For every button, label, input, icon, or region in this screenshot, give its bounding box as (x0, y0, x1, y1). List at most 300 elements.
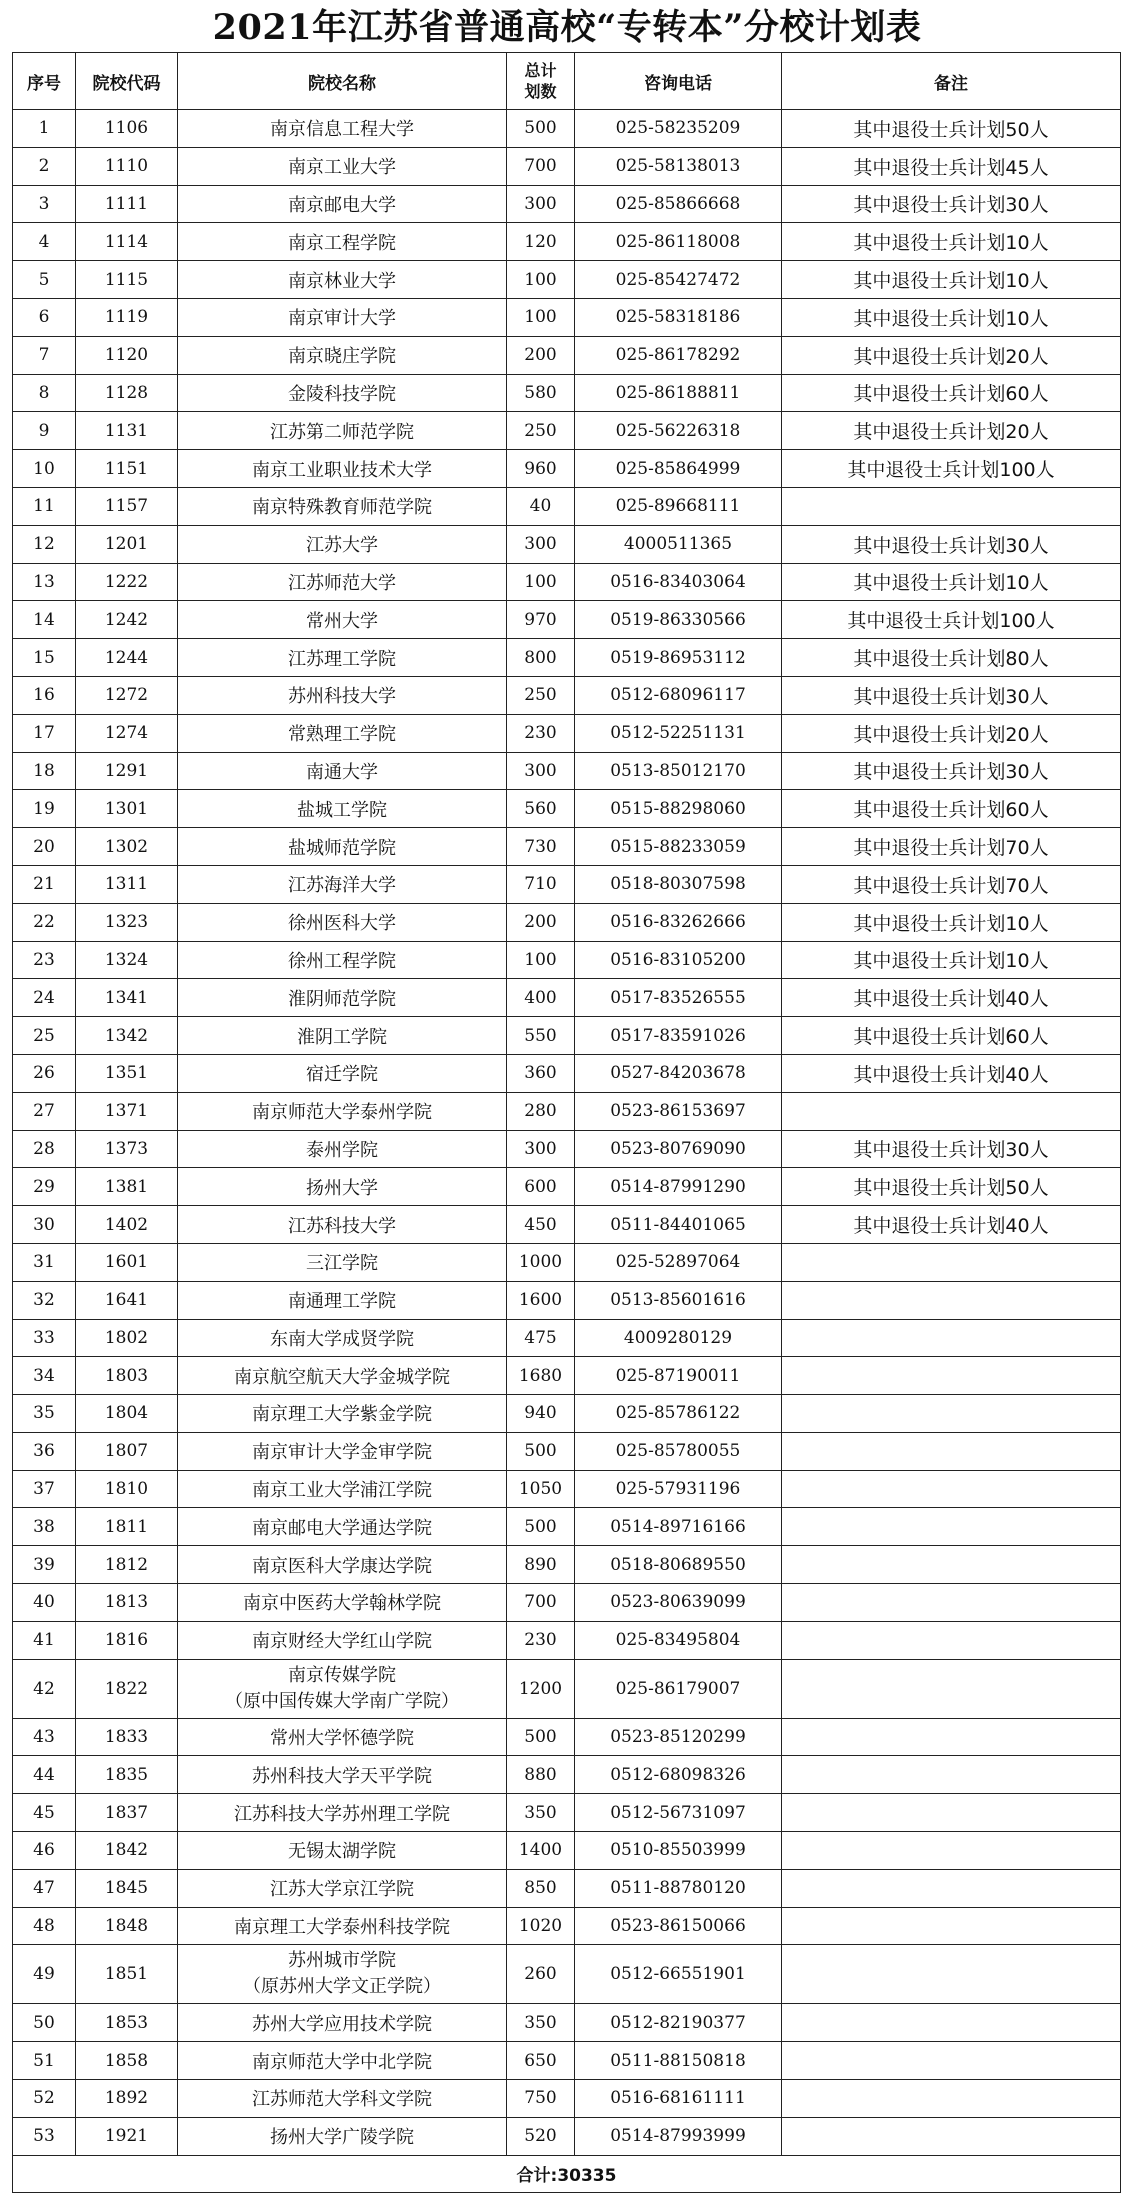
page-title: 2021年江苏省普通高校“专转本”分校计划表 (212, 7, 922, 48)
name-line2: （原中国传媒大学南广学院） (225, 1690, 459, 1712)
code-cell: 1301 (76, 790, 178, 828)
note-cell (782, 1281, 1121, 1319)
phone-cell: 025-89668111 (575, 487, 782, 525)
plan-cell: 200 (507, 903, 575, 941)
phone-cell: 025-86188811 (575, 374, 782, 412)
name-cell: 江苏师范大学 (178, 563, 507, 601)
seq-cell: 2 (13, 147, 76, 185)
plan-cell: 500 (507, 110, 575, 148)
code-cell: 1244 (76, 639, 178, 677)
phone-cell: 0515-88233059 (575, 828, 782, 866)
seq-cell: 11 (13, 487, 76, 525)
table-row (13, 1659, 1121, 1718)
phone-cell: 025-56226318 (575, 412, 782, 450)
phone-cell: 0518-80307598 (575, 865, 782, 903)
note-cell: 其中退役士兵计划20人 (782, 412, 1121, 450)
phone-cell: 0513-85601616 (575, 1281, 782, 1319)
phone-cell: 025-85427472 (575, 261, 782, 299)
name-cell: 南京理工大学泰州科技学院 (178, 1907, 507, 1945)
code-cell: 1921 (76, 2117, 178, 2155)
seq-cell: 29 (13, 1168, 76, 1206)
plan-cell: 800 (507, 639, 575, 677)
header-name: 院校名称 (178, 53, 507, 110)
header-code: 院校代码 (76, 53, 178, 110)
table-row (13, 752, 1121, 790)
table-row (13, 790, 1121, 828)
phone-cell: 0515-88298060 (575, 790, 782, 828)
seq-cell: 19 (13, 790, 76, 828)
plan-cell: 100 (507, 298, 575, 336)
code-cell: 1601 (76, 1243, 178, 1281)
note-cell: 其中退役士兵计划30人 (782, 1130, 1121, 1168)
table-row (13, 714, 1121, 752)
name-cell: 宿迁学院 (178, 1054, 507, 1092)
name-cell: 盐城师范学院 (178, 828, 507, 866)
table-row (13, 1869, 1121, 1907)
phone-cell: 0518-80689550 (575, 1546, 782, 1584)
phone-cell: 025-85866668 (575, 185, 782, 223)
code-cell: 1274 (76, 714, 178, 752)
name-cell: 南京工程学院 (178, 223, 507, 261)
phone-cell: 0512-68096117 (575, 676, 782, 714)
name-cell: 江苏大学京江学院 (178, 1869, 507, 1907)
plan-cell: 1680 (507, 1357, 575, 1395)
phone-cell: 0519-86330566 (575, 601, 782, 639)
name-cell: 南京中医药大学翰林学院 (178, 1584, 507, 1622)
name-cell: 南京财经大学红山学院 (178, 1621, 507, 1659)
name-cell: 南京特殊教育师范学院 (178, 487, 507, 525)
plan-cell: 850 (507, 1869, 575, 1907)
note-cell: 其中退役士兵计划100人 (782, 601, 1121, 639)
name-cell (178, 1945, 507, 2004)
header-phone: 咨询电话 (575, 53, 782, 110)
phone-cell: 0516-83105200 (575, 941, 782, 979)
plan-cell: 960 (507, 450, 575, 488)
seq-cell: 8 (13, 374, 76, 412)
seq-cell: 37 (13, 1470, 76, 1508)
table-body (13, 110, 1121, 2156)
phone-cell: 025-58235209 (575, 110, 782, 148)
code-cell: 1119 (76, 298, 178, 336)
table-row (13, 487, 1121, 525)
name-cell: 泰州学院 (178, 1130, 507, 1168)
name-cell: 南京邮电大学通达学院 (178, 1508, 507, 1546)
name-cell: 淮阴师范学院 (178, 979, 507, 1017)
table-row (13, 865, 1121, 903)
note-cell (782, 2117, 1121, 2155)
plan-cell: 550 (507, 1017, 575, 1055)
code-cell: 1804 (76, 1395, 178, 1433)
seq-cell: 49 (13, 1945, 76, 2004)
seq-cell: 39 (13, 1546, 76, 1584)
note-cell: 其中退役士兵计划10人 (782, 261, 1121, 299)
name-cell: 江苏科技大学 (178, 1206, 507, 1244)
table-row (13, 1168, 1121, 1206)
table-row (13, 1508, 1121, 1546)
seq-cell: 28 (13, 1130, 76, 1168)
table-row (13, 639, 1121, 677)
note-cell: 其中退役士兵计划80人 (782, 639, 1121, 677)
note-cell (782, 1470, 1121, 1508)
code-cell: 1802 (76, 1319, 178, 1357)
name-cell: 南京理工大学紫金学院 (178, 1395, 507, 1433)
name-cell: 徐州工程学院 (178, 941, 507, 979)
note-cell (782, 1945, 1121, 2004)
seq-cell: 51 (13, 2042, 76, 2080)
code-cell: 1128 (76, 374, 178, 412)
note-cell: 其中退役士兵计划50人 (782, 110, 1121, 148)
plan-cell: 350 (507, 2004, 575, 2042)
name-cell: 盐城工学院 (178, 790, 507, 828)
phone-cell: 0514-87993999 (575, 2117, 782, 2155)
table-row (13, 1945, 1121, 2004)
plan-cell: 475 (507, 1319, 575, 1357)
note-cell (782, 1869, 1121, 1907)
seq-cell: 48 (13, 1907, 76, 1945)
phone-cell: 0512-52251131 (575, 714, 782, 752)
note-cell: 其中退役士兵计划10人 (782, 298, 1121, 336)
phone-cell: 0511-84401065 (575, 1206, 782, 1244)
table-row (13, 1432, 1121, 1470)
plan-cell: 1020 (507, 1907, 575, 1945)
phone-cell: 0523-86153697 (575, 1092, 782, 1130)
name-cell: 无锡太湖学院 (178, 1832, 507, 1870)
name-cell: 扬州大学广陵学院 (178, 2117, 507, 2155)
seq-cell: 47 (13, 1869, 76, 1907)
table-row (13, 1470, 1121, 1508)
table-row (13, 1054, 1121, 1092)
phone-cell: 0516-83403064 (575, 563, 782, 601)
code-cell: 1381 (76, 1168, 178, 1206)
name-cell: 常州大学 (178, 601, 507, 639)
plan-cell: 500 (507, 1432, 575, 1470)
code-cell: 1641 (76, 1281, 178, 1319)
plan-cell: 40 (507, 487, 575, 525)
table-row (13, 110, 1121, 148)
phone-cell: 025-87190011 (575, 1357, 782, 1395)
plan-cell: 1000 (507, 1243, 575, 1281)
note-cell: 其中退役士兵计划60人 (782, 374, 1121, 412)
seq-cell: 18 (13, 752, 76, 790)
plan-cell: 500 (507, 1718, 575, 1756)
seq-cell: 6 (13, 298, 76, 336)
header-note: 备注 (782, 53, 1121, 110)
code-cell: 1110 (76, 147, 178, 185)
name-cell: 南京工业职业技术大学 (178, 450, 507, 488)
note-cell (782, 1621, 1121, 1659)
seq-cell: 9 (13, 412, 76, 450)
name-cell: 南京信息工程大学 (178, 110, 507, 148)
seq-cell: 17 (13, 714, 76, 752)
code-cell: 1813 (76, 1584, 178, 1622)
seq-cell: 20 (13, 828, 76, 866)
plan-cell: 250 (507, 676, 575, 714)
code-cell: 1323 (76, 903, 178, 941)
plan-cell: 300 (507, 1130, 575, 1168)
table-row (13, 941, 1121, 979)
code-cell: 1120 (76, 336, 178, 374)
table-row (13, 223, 1121, 261)
phone-cell: 0511-88150818 (575, 2042, 782, 2080)
name-cell: 金陵科技学院 (178, 374, 507, 412)
plan-cell: 1600 (507, 1281, 575, 1319)
note-cell: 其中退役士兵计划30人 (782, 525, 1121, 563)
table-row (13, 1794, 1121, 1832)
header-plan-line1: 总计 (524, 61, 557, 80)
phone-cell: 0523-80639099 (575, 1584, 782, 1622)
code-cell: 1114 (76, 223, 178, 261)
seq-cell: 33 (13, 1319, 76, 1357)
seq-cell: 23 (13, 941, 76, 979)
code-cell: 1351 (76, 1054, 178, 1092)
plan-cell: 500 (507, 1508, 575, 1546)
name-cell: 南京林业大学 (178, 261, 507, 299)
code-cell: 1341 (76, 979, 178, 1017)
plan-cell: 100 (507, 261, 575, 299)
name-cell: 南京晓庄学院 (178, 336, 507, 374)
phone-cell: 025-85864999 (575, 450, 782, 488)
note-cell: 其中退役士兵计划70人 (782, 865, 1121, 903)
phone-cell: 025-85780055 (575, 1432, 782, 1470)
code-cell: 1810 (76, 1470, 178, 1508)
name-cell: 南京邮电大学 (178, 185, 507, 223)
note-cell: 其中退役士兵计划10人 (782, 903, 1121, 941)
table-row (13, 1017, 1121, 1055)
table-row (13, 1718, 1121, 1756)
seq-cell: 21 (13, 865, 76, 903)
header-plan-line2: 划数 (524, 82, 557, 101)
table-row (13, 1092, 1121, 1130)
table-row (13, 298, 1121, 336)
note-cell: 其中退役士兵计划50人 (782, 1168, 1121, 1206)
table-row (13, 1832, 1121, 1870)
code-cell: 1151 (76, 450, 178, 488)
plan-cell: 260 (507, 1945, 575, 2004)
plan-cell: 230 (507, 1621, 575, 1659)
table-row (13, 979, 1121, 1017)
name-cell: 南通理工学院 (178, 1281, 507, 1319)
note-cell (782, 1092, 1121, 1130)
phone-cell: 025-57931196 (575, 1470, 782, 1508)
seq-cell: 32 (13, 1281, 76, 1319)
phone-cell: 0516-68161111 (575, 2080, 782, 2118)
phone-cell: 025-86179007 (575, 1659, 782, 1718)
seq-cell: 43 (13, 1718, 76, 1756)
name-cell (178, 1659, 507, 1718)
name-cell: 南京工业大学浦江学院 (178, 1470, 507, 1508)
table-row (13, 1130, 1121, 1168)
table-row (13, 1756, 1121, 1794)
seq-cell: 15 (13, 639, 76, 677)
phone-cell: 0512-68098326 (575, 1756, 782, 1794)
code-cell: 1115 (76, 261, 178, 299)
plan-cell: 400 (507, 979, 575, 1017)
phone-cell: 0523-80769090 (575, 1130, 782, 1168)
plan-cell: 560 (507, 790, 575, 828)
note-cell (782, 1319, 1121, 1357)
table-header (13, 53, 1121, 110)
name-cell: 苏州科技大学 (178, 676, 507, 714)
note-cell: 其中退役士兵计划20人 (782, 714, 1121, 752)
note-cell: 其中退役士兵计划10人 (782, 223, 1121, 261)
code-cell: 1816 (76, 1621, 178, 1659)
note-cell: 其中退役士兵计划30人 (782, 185, 1121, 223)
seq-cell: 52 (13, 2080, 76, 2118)
phone-cell: 025-86118008 (575, 223, 782, 261)
seq-cell: 13 (13, 563, 76, 601)
code-cell: 1222 (76, 563, 178, 601)
table-row (13, 2080, 1121, 2118)
name-cell: 常熟理工学院 (178, 714, 507, 752)
code-cell: 1111 (76, 185, 178, 223)
phone-cell: 0516-83262666 (575, 903, 782, 941)
note-cell: 其中退役士兵计划30人 (782, 752, 1121, 790)
plan-cell: 700 (507, 147, 575, 185)
note-cell (782, 1718, 1121, 1756)
table-row (13, 676, 1121, 714)
seq-cell: 25 (13, 1017, 76, 1055)
code-cell: 1157 (76, 487, 178, 525)
name-cell: 淮阴工学院 (178, 1017, 507, 1055)
phone-cell: 025-86178292 (575, 336, 782, 374)
seq-cell: 38 (13, 1508, 76, 1546)
phone-cell: 0517-83526555 (575, 979, 782, 1017)
code-cell: 1402 (76, 1206, 178, 1244)
name-cell: 江苏海洋大学 (178, 865, 507, 903)
code-cell: 1371 (76, 1092, 178, 1130)
code-cell: 1848 (76, 1907, 178, 1945)
table-footer (13, 2155, 1121, 2192)
seq-cell: 40 (13, 1584, 76, 1622)
code-cell: 1842 (76, 1832, 178, 1870)
seq-cell: 35 (13, 1395, 76, 1433)
note-cell (782, 1832, 1121, 1870)
note-cell (782, 487, 1121, 525)
table-row (13, 1357, 1121, 1395)
seq-cell: 30 (13, 1206, 76, 1244)
note-cell (782, 2080, 1121, 2118)
name-cell: 江苏理工学院 (178, 639, 507, 677)
code-cell: 1851 (76, 1945, 178, 2004)
total-cell: 合计:30335 (13, 2155, 1121, 2192)
seq-cell: 24 (13, 979, 76, 1017)
plan-cell: 700 (507, 1584, 575, 1622)
plan-cell: 100 (507, 563, 575, 601)
phone-cell: 4000511365 (575, 525, 782, 563)
table-row (13, 2004, 1121, 2042)
phone-cell: 0519-86953112 (575, 639, 782, 677)
note-cell (782, 1584, 1121, 1622)
seq-cell: 3 (13, 185, 76, 223)
table-row (13, 903, 1121, 941)
code-cell: 1858 (76, 2042, 178, 2080)
phone-cell: 025-52897064 (575, 1243, 782, 1281)
name-cell: 江苏师范大学科文学院 (178, 2080, 507, 2118)
code-cell: 1373 (76, 1130, 178, 1168)
note-cell (782, 2042, 1121, 2080)
plan-cell: 230 (507, 714, 575, 752)
plan-cell: 200 (507, 336, 575, 374)
plan-cell: 880 (507, 1756, 575, 1794)
table-row (13, 1546, 1121, 1584)
plan-cell: 360 (507, 1054, 575, 1092)
plan-cell: 100 (507, 941, 575, 979)
plan-cell: 350 (507, 1794, 575, 1832)
name-cell: 江苏科技大学苏州理工学院 (178, 1794, 507, 1832)
code-cell: 1131 (76, 412, 178, 450)
note-cell (782, 1432, 1121, 1470)
note-cell: 其中退役士兵计划40人 (782, 979, 1121, 1017)
total-row (13, 2155, 1121, 2192)
seq-cell: 5 (13, 261, 76, 299)
plan-cell: 730 (507, 828, 575, 866)
header-plan (507, 53, 575, 110)
code-cell: 1835 (76, 1756, 178, 1794)
code-cell: 1803 (76, 1357, 178, 1395)
code-cell: 1242 (76, 601, 178, 639)
phone-cell: 025-58318186 (575, 298, 782, 336)
note-cell (782, 1794, 1121, 1832)
table-row (13, 563, 1121, 601)
phone-cell: 0514-87991290 (575, 1168, 782, 1206)
phone-cell: 0512-56731097 (575, 1794, 782, 1832)
table-row (13, 1621, 1121, 1659)
phone-cell: 0517-83591026 (575, 1017, 782, 1055)
phone-cell: 0510-85503999 (575, 1832, 782, 1870)
name-cell: 江苏第二师范学院 (178, 412, 507, 450)
table-row (13, 1395, 1121, 1433)
phone-cell: 0527-84203678 (575, 1054, 782, 1092)
phone-cell: 025-83495804 (575, 1621, 782, 1659)
seq-cell: 7 (13, 336, 76, 374)
table-row (13, 1319, 1121, 1357)
plan-cell: 300 (507, 525, 575, 563)
seq-cell: 16 (13, 676, 76, 714)
seq-cell: 1 (13, 110, 76, 148)
plan-cell: 300 (507, 752, 575, 790)
code-cell: 1811 (76, 1508, 178, 1546)
note-cell: 其中退役士兵计划40人 (782, 1054, 1121, 1092)
plan-cell: 280 (507, 1092, 575, 1130)
seq-cell: 44 (13, 1756, 76, 1794)
code-cell: 1311 (76, 865, 178, 903)
code-cell: 1106 (76, 110, 178, 148)
name-cell: 南通大学 (178, 752, 507, 790)
phone-cell: 0511-88780120 (575, 1869, 782, 1907)
phone-cell: 0512-82190377 (575, 2004, 782, 2042)
plan-cell: 650 (507, 2042, 575, 2080)
plan-cell: 580 (507, 374, 575, 412)
code-cell: 1324 (76, 941, 178, 979)
note-cell: 其中退役士兵计划70人 (782, 828, 1121, 866)
seq-cell: 10 (13, 450, 76, 488)
seq-cell: 27 (13, 1092, 76, 1130)
note-cell (782, 1508, 1121, 1546)
phone-cell: 0512-66551901 (575, 1945, 782, 2004)
name-cell: 南京师范大学泰州学院 (178, 1092, 507, 1130)
seq-cell: 41 (13, 1621, 76, 1659)
note-cell: 其中退役士兵计划10人 (782, 941, 1121, 979)
note-cell: 其中退役士兵计划45人 (782, 147, 1121, 185)
code-cell: 1342 (76, 1017, 178, 1055)
note-cell (782, 2004, 1121, 2042)
note-cell: 其中退役士兵计划20人 (782, 336, 1121, 374)
note-cell: 其中退役士兵计划100人 (782, 450, 1121, 488)
name-cell: 南京审计大学金审学院 (178, 1432, 507, 1470)
table-row (13, 412, 1121, 450)
note-cell: 其中退役士兵计划10人 (782, 563, 1121, 601)
name-cell: 南京审计大学 (178, 298, 507, 336)
